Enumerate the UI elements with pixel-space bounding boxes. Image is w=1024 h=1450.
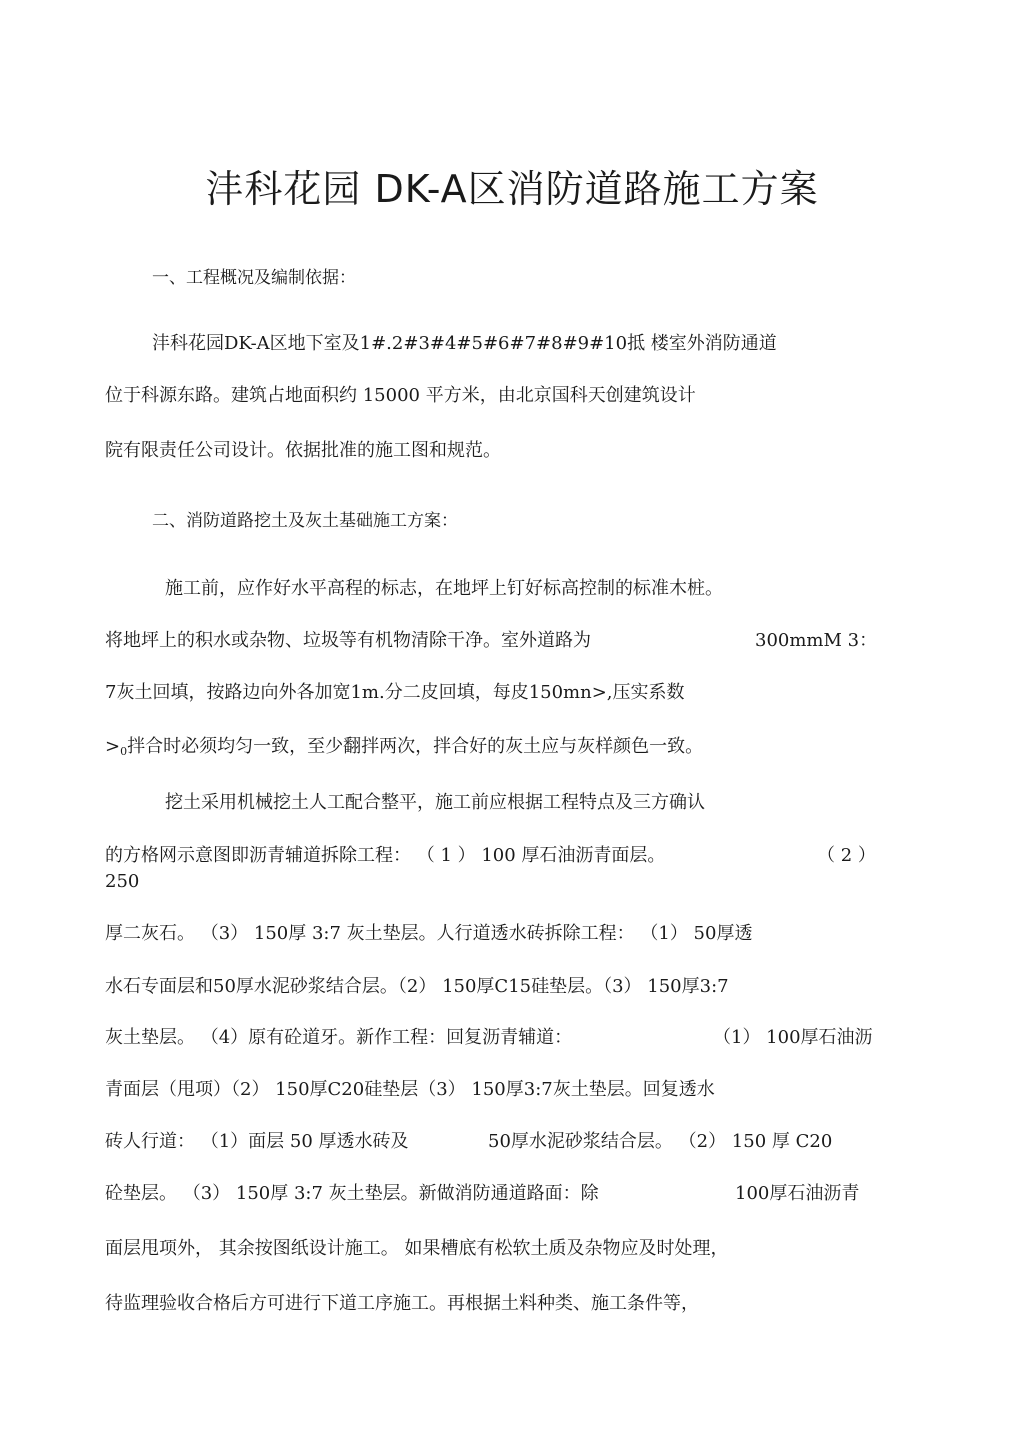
paragraph-3-line-2-continued: 250	[105, 871, 140, 892]
paragraph-3-line-5-item: （1） 100厚石油沥	[713, 1027, 873, 1048]
paragraph-3-line-6: 青面层（甩项）（2） 150厚C20硅垫层（3） 150厚3:7灰土垫层。回复透水	[105, 1079, 715, 1100]
paragraph-3-line-8-rest: 100厚石油沥青	[735, 1183, 860, 1204]
paragraph-3-line-4: 水石专面层和50厚水泥砂浆结合层。（2） 150厚C15硅垫层。（3） 150厚3:7	[105, 976, 729, 997]
paragraph-3-line-7-rest: 50厚水泥砂浆结合层。 （2） 150 厚 C20	[488, 1131, 833, 1152]
section-1-heading: 一、工程概况及编制依据：	[152, 268, 356, 288]
paragraph-2-line-2-value: 300mmM 3：	[755, 630, 878, 651]
paragraph-3-line-8-text: 砼垫层。 （3） 150厚 3:7 灰土垫层。新做消防通道路面：除	[105, 1183, 599, 1204]
paragraph-3-line-1: 挖土采用机械挖土人工配合整平，施工前应根据工程特点及三方确认	[165, 792, 705, 813]
paragraph-2-line-4-text: 拌合时必须均匀一致，至少翻拌两次，拌合好的灰土应与灰样颜色一致。	[127, 736, 704, 757]
paragraph-2-line-4	[105, 735, 703, 764]
paragraph-2-line-2-text: 将地坪上的积水或杂物、垃圾等有机物清除干净。室外道路为	[105, 630, 591, 651]
paragraph-3-line-2-text: 的方格网示意图即沥青辅道拆除工程： （ 1 ） 100 厚石油沥青面层。	[105, 845, 666, 866]
paragraph-3-line-3: 厚二灰石。 （3） 150厚 3:7 灰土垫层。人行道透水砖拆除工程： （1） 50厚透	[105, 923, 753, 944]
compaction-symbol: >	[105, 736, 121, 757]
compaction-subscript: 0	[120, 745, 128, 758]
paragraph-2-line-1: 施工前，应作好水平高程的标志，在地坪上钉好标高控制的标准木桩。	[165, 578, 723, 599]
paragraph-3-line-9: 面层甩项外， 其余按图纸设计施工。 如果槽底有松软土质及杂物应及时处理，	[105, 1238, 729, 1259]
document-title: 沣科花园 DK-A区消防道路施工方案	[205, 167, 819, 211]
paragraph-1-line-1: 沣科花园DK-A区地下室及1#.2#3#4#5#6#7#8#9#10抵 楼室外消防通道	[152, 333, 777, 354]
paragraph-3-line-5-text: 灰土垫层。 （4）原有砼道牙。新作工程：回复沥青辅道：	[105, 1027, 573, 1048]
section-2-heading: 二、消防道路挖土及灰土基础施工方案：	[152, 511, 458, 531]
paragraph-1-line-2: 位于科源东路。建筑占地面积约 15000 平方米，由北京国科天创建筑设计	[105, 385, 696, 406]
paragraph-3-line-2-item: （ 2 ）	[817, 845, 876, 866]
paragraph-3-line-7-text: 砖人行道： （1）面层 50 厚透水砖及	[105, 1131, 409, 1152]
paragraph-1-line-3: 院有限责任公司设计。依据批准的施工图和规范。	[105, 440, 501, 461]
paragraph-2-line-3: 7灰土回填，按路边向外各加宽1m.分二皮回填，每皮150mn>,压实系数	[105, 682, 685, 703]
paragraph-3-line-10: 待监理验收合格后方可进行下道工序施工。再根据土料种类、施工条件等，	[105, 1293, 699, 1314]
